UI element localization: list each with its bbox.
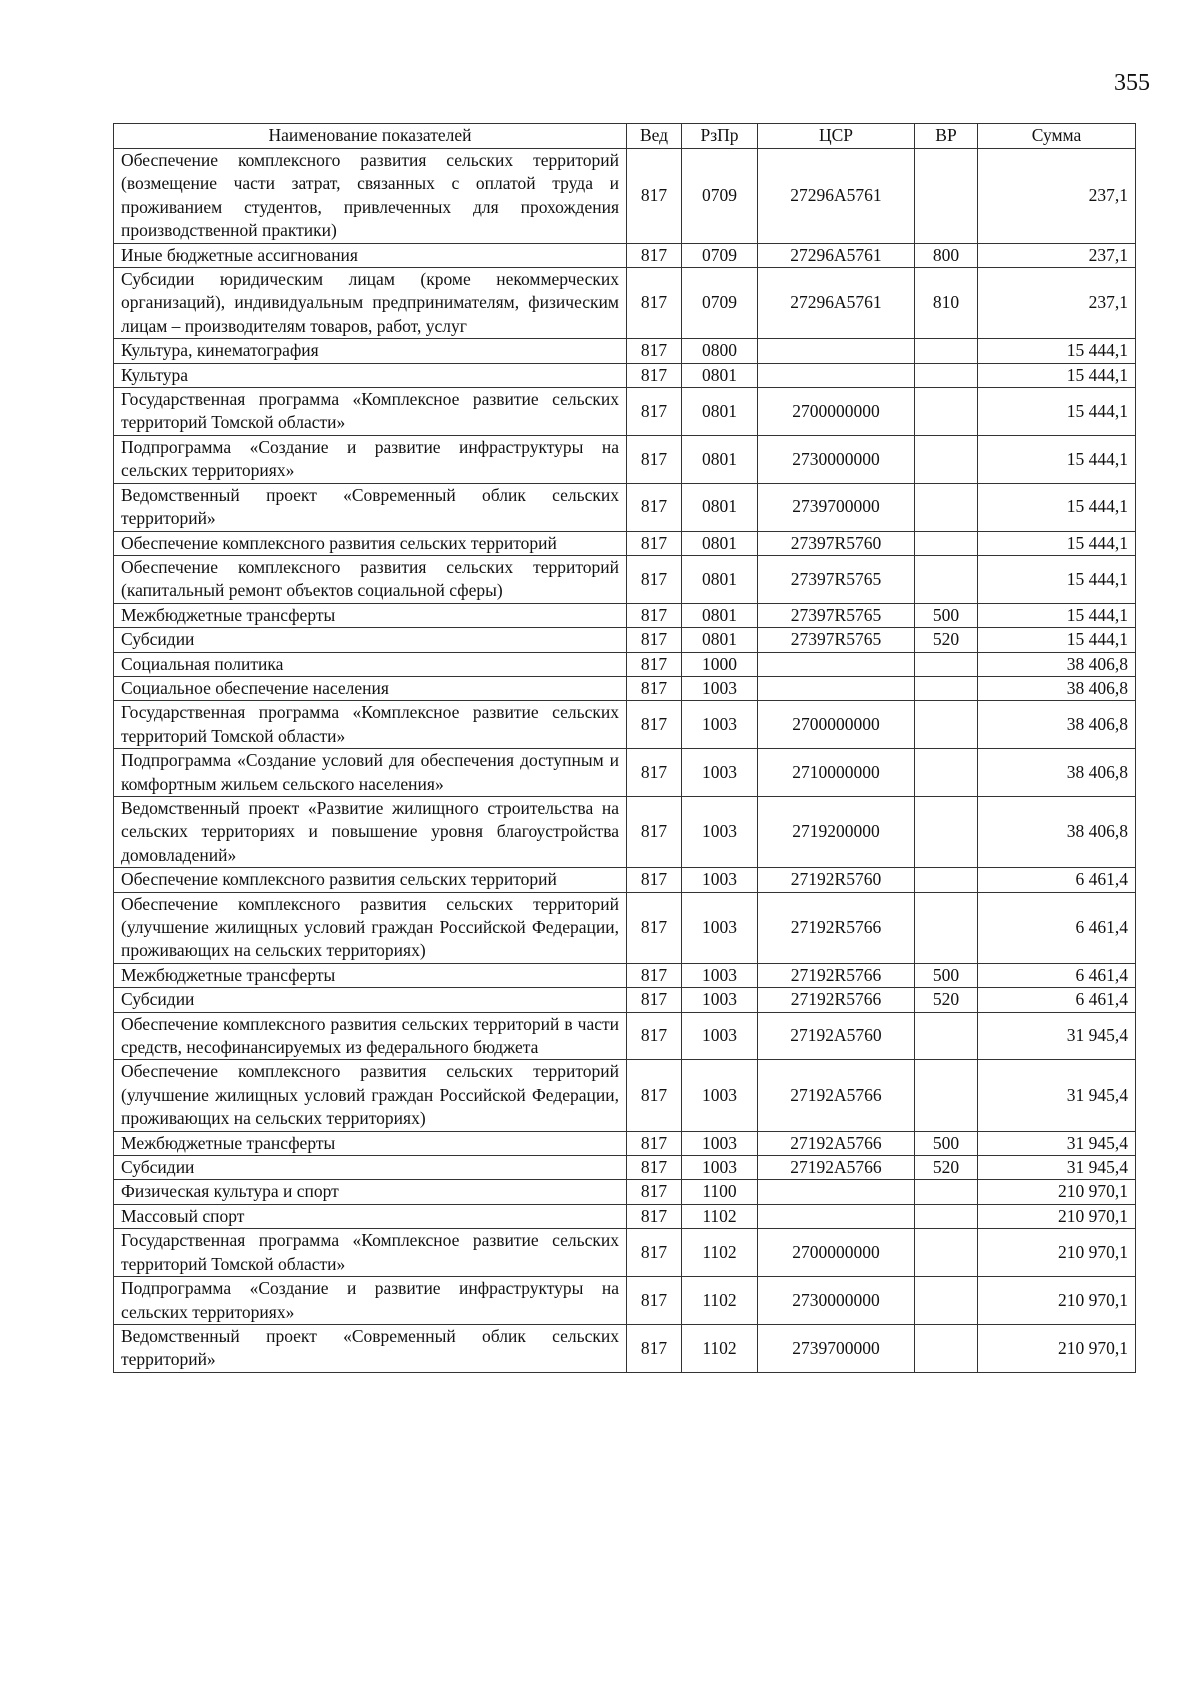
row-name: Подпрограмма «Создание и развитие инфраструктуры на сельских территориях»: [114, 1277, 627, 1325]
row-sum: 15 444,1: [978, 435, 1136, 483]
table-row: [114, 796, 1136, 867]
row-name: Субсидии: [114, 628, 627, 652]
row-ved: 817: [627, 1277, 682, 1325]
table-row: [114, 988, 1136, 1012]
row-csr: 27296А5761: [758, 243, 915, 267]
row-ved: 817: [627, 749, 682, 797]
row-sum: 15 444,1: [978, 363, 1136, 387]
row-name: Физическая культура и спорт: [114, 1180, 627, 1204]
table-row: [114, 243, 1136, 267]
row-csr: 27192R5766: [758, 988, 915, 1012]
row-sum: 15 444,1: [978, 483, 1136, 531]
row-sum: 31 945,4: [978, 1060, 1136, 1131]
row-csr: 27397R5765: [758, 603, 915, 627]
row-rzpr: 0801: [682, 483, 758, 531]
row-rzpr: 1102: [682, 1204, 758, 1228]
row-ved: 817: [627, 1131, 682, 1155]
row-ved: 817: [627, 1204, 682, 1228]
row-ved: 817: [627, 435, 682, 483]
row-rzpr: 1102: [682, 1324, 758, 1372]
row-vr: 500: [915, 963, 978, 987]
row-name: Обеспечение комплексного развития сельских территорий: [114, 531, 627, 555]
row-rzpr: 0709: [682, 243, 758, 267]
row-csr: 27192А5766: [758, 1060, 915, 1131]
header-vr: ВР: [915, 124, 978, 149]
row-vr: [915, 892, 978, 963]
row-name: Обеспечение комплексного развития сельских территорий (капитальный ремонт объектов социальной сферы): [114, 555, 627, 603]
row-rzpr: 0801: [682, 363, 758, 387]
row-vr: [915, 749, 978, 797]
row-rzpr: 1003: [682, 796, 758, 867]
row-ved: 817: [627, 1060, 682, 1131]
table-row: [114, 339, 1136, 363]
row-name: Ведомственный проект «Современный облик сельских территорий»: [114, 483, 627, 531]
row-csr: 27296А5761: [758, 268, 915, 339]
row-ved: 817: [627, 628, 682, 652]
row-vr: [915, 652, 978, 676]
row-ved: 817: [627, 652, 682, 676]
row-csr: 27192А5760: [758, 1012, 915, 1060]
table-row: [114, 363, 1136, 387]
row-csr: 2739700000: [758, 483, 915, 531]
row-rzpr: 0801: [682, 388, 758, 436]
row-name: Обеспечение комплексного развития сельских территорий (улучшение жилищных условий граждан Российской Федерации, проживающих на сельских территориях): [114, 892, 627, 963]
row-csr: 2739700000: [758, 1324, 915, 1372]
row-sum: 15 444,1: [978, 628, 1136, 652]
table-header-row: [114, 124, 1136, 149]
row-vr: 520: [915, 988, 978, 1012]
row-rzpr: 0709: [682, 149, 758, 244]
row-ved: 817: [627, 149, 682, 244]
row-ved: 817: [627, 531, 682, 555]
row-name: Субсидии юридическим лицам (кроме некоммерческих организаций), индивидуальным предпринимателям, физическим лицам – производителям товаров, работ, услуг: [114, 268, 627, 339]
table-row: [114, 1012, 1136, 1060]
row-vr: [915, 868, 978, 892]
row-name: Межбюджетные трансферты: [114, 963, 627, 987]
row-name: Иные бюджетные ассигнования: [114, 243, 627, 267]
row-name: Обеспечение комплексного развития сельских территорий: [114, 868, 627, 892]
header-rzpr: РзПр: [682, 124, 758, 149]
row-name: Межбюджетные трансферты: [114, 1131, 627, 1155]
row-rzpr: 1003: [682, 1131, 758, 1155]
table-row: [114, 435, 1136, 483]
row-rzpr: 0709: [682, 268, 758, 339]
table-row: [114, 749, 1136, 797]
row-rzpr: 1003: [682, 676, 758, 700]
row-name: Ведомственный проект «Развитие жилищного строительства на сельских территориях и повышение уровня благоустройства домовладений»: [114, 796, 627, 867]
row-ved: 817: [627, 963, 682, 987]
row-csr: 2710000000: [758, 749, 915, 797]
table-row: [114, 676, 1136, 700]
row-csr: 2700000000: [758, 701, 915, 749]
row-ved: 817: [627, 988, 682, 1012]
row-name: Обеспечение комплексного развития сельских территорий (улучшение жилищных условий граждан Российской Федерации, проживающих на сельских территориях): [114, 1060, 627, 1131]
row-csr: 27192А5766: [758, 1156, 915, 1180]
row-sum: 38 406,8: [978, 701, 1136, 749]
row-vr: [915, 435, 978, 483]
row-vr: [915, 1180, 978, 1204]
table-row: [114, 268, 1136, 339]
row-vr: [915, 339, 978, 363]
row-sum: 15 444,1: [978, 388, 1136, 436]
row-rzpr: 0801: [682, 555, 758, 603]
row-name: Государственная программа «Комплексное развитие сельских территорий Томской области»: [114, 388, 627, 436]
table-row: [114, 1229, 1136, 1277]
row-name: Массовый спорт: [114, 1204, 627, 1228]
row-ved: 817: [627, 339, 682, 363]
header-csr: ЦСР: [758, 124, 915, 149]
row-vr: [915, 1060, 978, 1131]
row-name: Социальная политика: [114, 652, 627, 676]
row-vr: [915, 363, 978, 387]
row-vr: 810: [915, 268, 978, 339]
row-vr: [915, 1277, 978, 1325]
row-vr: [915, 676, 978, 700]
row-ved: 817: [627, 1229, 682, 1277]
row-sum: 237,1: [978, 243, 1136, 267]
row-sum: 15 444,1: [978, 555, 1136, 603]
row-csr: 27397R5765: [758, 555, 915, 603]
row-csr: [758, 1180, 915, 1204]
row-sum: 15 444,1: [978, 531, 1136, 555]
row-rzpr: 1003: [682, 963, 758, 987]
row-name: Государственная программа «Комплексное развитие сельских территорий Томской области»: [114, 701, 627, 749]
row-vr: [915, 483, 978, 531]
row-csr: 27192А5766: [758, 1131, 915, 1155]
row-csr: 2719200000: [758, 796, 915, 867]
row-csr: [758, 676, 915, 700]
row-vr: [915, 555, 978, 603]
row-vr: 500: [915, 603, 978, 627]
row-csr: 2700000000: [758, 1229, 915, 1277]
table-row: [114, 963, 1136, 987]
row-sum: 237,1: [978, 149, 1136, 244]
row-ved: 817: [627, 388, 682, 436]
row-rzpr: 1100: [682, 1180, 758, 1204]
row-rzpr: 1003: [682, 988, 758, 1012]
row-csr: 27192R5766: [758, 892, 915, 963]
row-name: Культура, кинематография: [114, 339, 627, 363]
row-name: Ведомственный проект «Современный облик сельских территорий»: [114, 1324, 627, 1372]
table-row: [114, 892, 1136, 963]
row-sum: 210 970,1: [978, 1180, 1136, 1204]
table-row: [114, 1156, 1136, 1180]
row-rzpr: 1003: [682, 749, 758, 797]
table-row: [114, 1204, 1136, 1228]
row-sum: 31 945,4: [978, 1131, 1136, 1155]
row-csr: [758, 652, 915, 676]
row-ved: 817: [627, 796, 682, 867]
row-name: Субсидии: [114, 1156, 627, 1180]
table-row: [114, 555, 1136, 603]
row-name: Государственная программа «Комплексное развитие сельских территорий Томской области»: [114, 1229, 627, 1277]
row-ved: 817: [627, 1012, 682, 1060]
row-name: Межбюджетные трансферты: [114, 603, 627, 627]
row-vr: [915, 1204, 978, 1228]
row-ved: 817: [627, 1324, 682, 1372]
row-csr: [758, 339, 915, 363]
row-sum: 31 945,4: [978, 1156, 1136, 1180]
row-csr: 27192R5766: [758, 963, 915, 987]
row-ved: 817: [627, 483, 682, 531]
row-name: Социальное обеспечение населения: [114, 676, 627, 700]
row-csr: 2700000000: [758, 388, 915, 436]
row-csr: 2730000000: [758, 1277, 915, 1325]
row-sum: 38 406,8: [978, 652, 1136, 676]
row-ved: 817: [627, 555, 682, 603]
row-csr: 27296А5761: [758, 149, 915, 244]
table-row: [114, 1060, 1136, 1131]
row-csr: [758, 1204, 915, 1228]
row-sum: 210 970,1: [978, 1229, 1136, 1277]
row-name: Обеспечение комплексного развития сельских территорий (возмещение части затрат, связанных с оплатой труда и проживанием студентов, привлеченных для прохождения производственной практики): [114, 149, 627, 244]
row-vr: 800: [915, 243, 978, 267]
row-vr: [915, 1229, 978, 1277]
row-sum: 237,1: [978, 268, 1136, 339]
row-ved: 817: [627, 892, 682, 963]
header-sum: Сумма: [978, 124, 1136, 149]
row-rzpr: 1102: [682, 1229, 758, 1277]
row-rzpr: 0800: [682, 339, 758, 363]
row-csr: [758, 363, 915, 387]
table-row: [114, 531, 1136, 555]
header-name: Наименование показателей: [114, 124, 627, 149]
row-name: Обеспечение комплексного развития сельских территорий в части средств, несофинансируемых из федерального бюджета: [114, 1012, 627, 1060]
row-vr: [915, 531, 978, 555]
row-rzpr: 1003: [682, 892, 758, 963]
row-vr: [915, 1012, 978, 1060]
row-ved: 817: [627, 701, 682, 749]
row-rzpr: 0801: [682, 628, 758, 652]
row-sum: 6 461,4: [978, 892, 1136, 963]
row-sum: 38 406,8: [978, 749, 1136, 797]
table-body: [114, 149, 1136, 1373]
row-rzpr: 0801: [682, 531, 758, 555]
table-row: [114, 1180, 1136, 1204]
row-vr: 500: [915, 1131, 978, 1155]
row-rzpr: 0801: [682, 603, 758, 627]
row-rzpr: 1003: [682, 1012, 758, 1060]
page-number: 355: [1114, 70, 1150, 96]
row-ved: 817: [627, 363, 682, 387]
row-rzpr: 1000: [682, 652, 758, 676]
table-row: [114, 603, 1136, 627]
row-sum: 210 970,1: [978, 1277, 1136, 1325]
row-vr: 520: [915, 628, 978, 652]
row-ved: 817: [627, 1156, 682, 1180]
row-name: Подпрограмма «Создание условий для обеспечения доступным и комфортным жильем сельского населения»: [114, 749, 627, 797]
row-ved: 817: [627, 603, 682, 627]
row-csr: 27397R5765: [758, 628, 915, 652]
row-vr: [915, 701, 978, 749]
row-ved: 817: [627, 868, 682, 892]
row-sum: 6 461,4: [978, 988, 1136, 1012]
table-row: [114, 652, 1136, 676]
row-rzpr: 1003: [682, 868, 758, 892]
row-ved: 817: [627, 676, 682, 700]
row-sum: 31 945,4: [978, 1012, 1136, 1060]
header-ved: Вед: [627, 124, 682, 149]
row-csr: 27192R5760: [758, 868, 915, 892]
table-row: [114, 628, 1136, 652]
table-row: [114, 701, 1136, 749]
row-name: Субсидии: [114, 988, 627, 1012]
row-ved: 817: [627, 243, 682, 267]
table-row: [114, 1131, 1136, 1155]
row-rzpr: 1003: [682, 1156, 758, 1180]
row-ved: 817: [627, 1180, 682, 1204]
row-csr: 2730000000: [758, 435, 915, 483]
row-sum: 15 444,1: [978, 603, 1136, 627]
budget-table: [113, 123, 1136, 1373]
row-vr: [915, 149, 978, 244]
row-sum: 6 461,4: [978, 868, 1136, 892]
table-row: [114, 868, 1136, 892]
table-row: [114, 1324, 1136, 1372]
row-rzpr: 0801: [682, 435, 758, 483]
row-name: Подпрограмма «Создание и развитие инфраструктуры на сельских территориях»: [114, 435, 627, 483]
row-vr: 520: [915, 1156, 978, 1180]
row-sum: 15 444,1: [978, 339, 1136, 363]
table-row: [114, 388, 1136, 436]
table-row: [114, 483, 1136, 531]
row-sum: 6 461,4: [978, 963, 1136, 987]
row-rzpr: 1102: [682, 1277, 758, 1325]
row-vr: [915, 388, 978, 436]
row-sum: 38 406,8: [978, 676, 1136, 700]
row-rzpr: 1003: [682, 1060, 758, 1131]
row-rzpr: 1003: [682, 701, 758, 749]
row-ved: 817: [627, 268, 682, 339]
row-sum: 210 970,1: [978, 1204, 1136, 1228]
row-vr: [915, 1324, 978, 1372]
row-csr: 27397R5760: [758, 531, 915, 555]
row-vr: [915, 796, 978, 867]
row-sum: 38 406,8: [978, 796, 1136, 867]
table-row: [114, 149, 1136, 244]
row-name: Культура: [114, 363, 627, 387]
table-row: [114, 1277, 1136, 1325]
row-sum: 210 970,1: [978, 1324, 1136, 1372]
